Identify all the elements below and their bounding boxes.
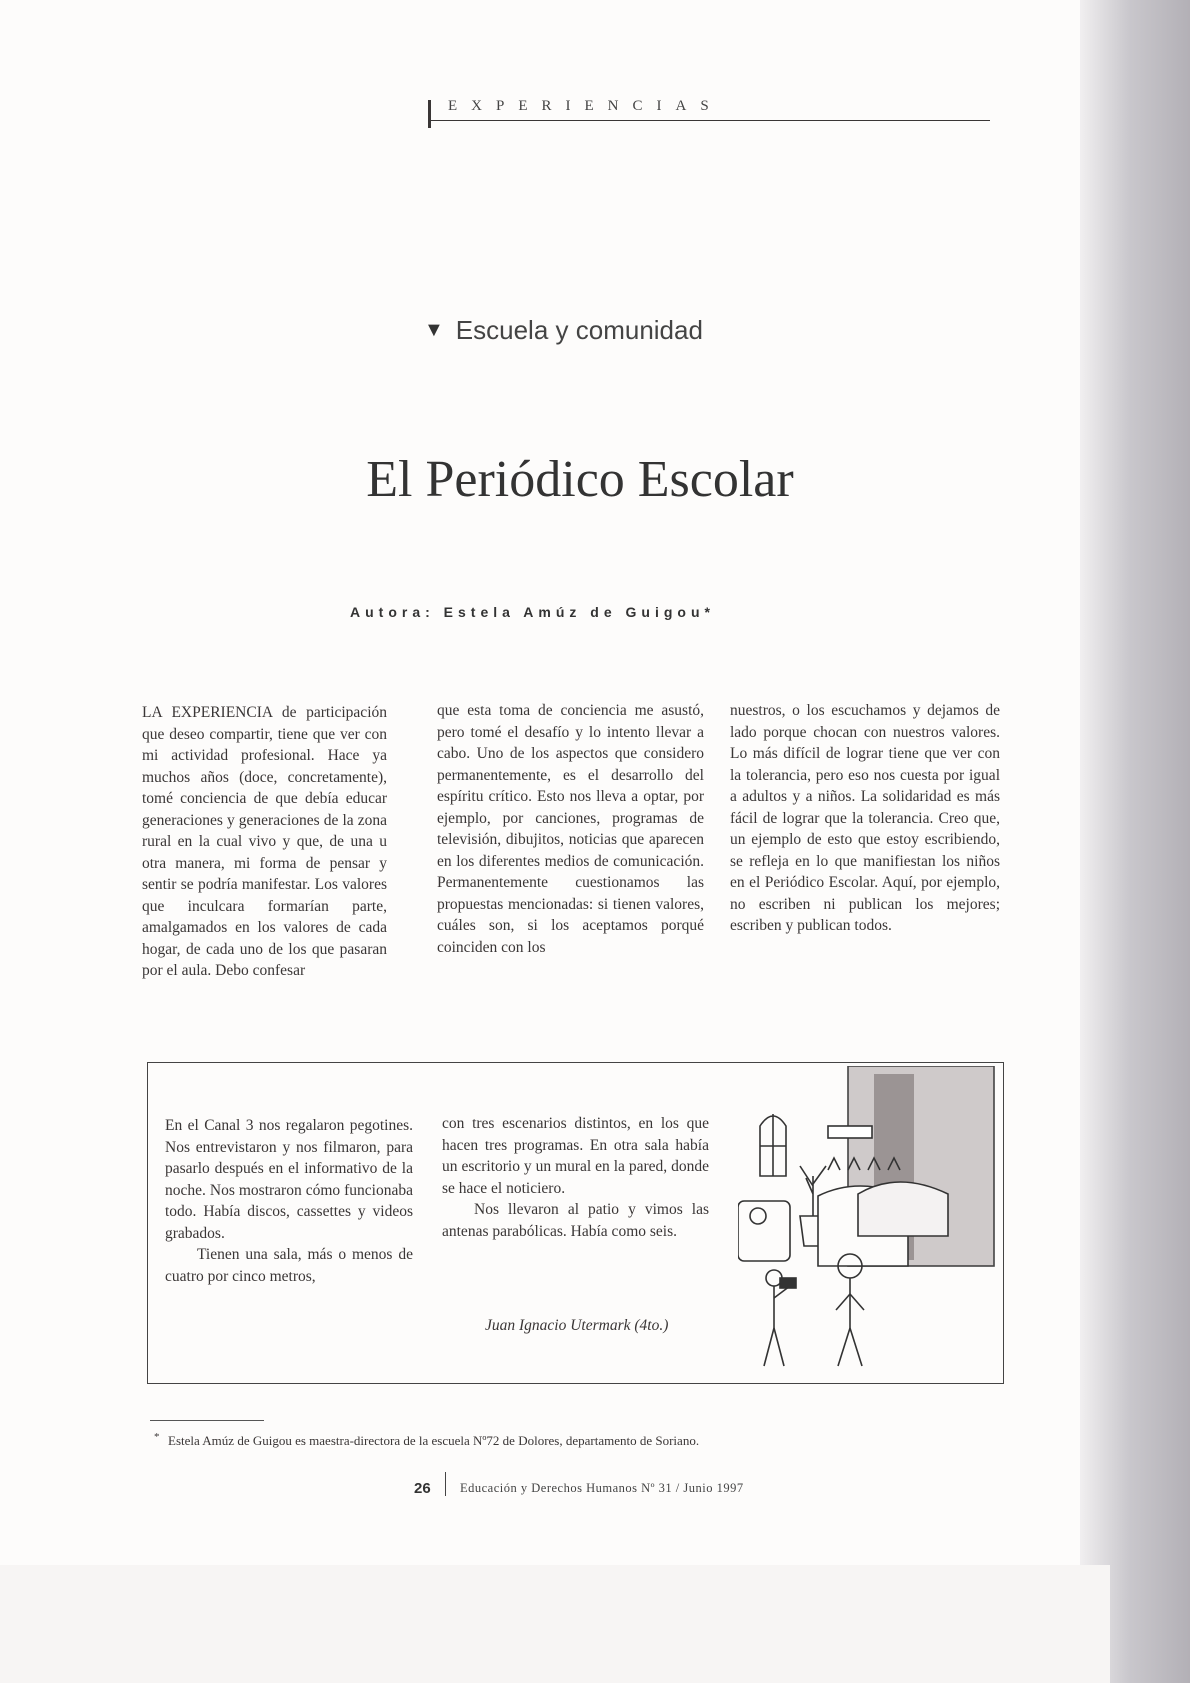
box-column-1	[165, 1115, 413, 1287]
student-signature: Juan Ignacio Utermark (4to.)	[485, 1317, 669, 1334]
child-drawing	[738, 1066, 998, 1378]
footnote-mark: *	[154, 1431, 160, 1443]
journal-citation: Educación y Derechos Humanos Nº 31 / Junio 1997	[460, 1481, 744, 1495]
box-paragraph: Nos llevaron al patio y vimos las antenas parabólicas. Había como seis.	[442, 1201, 709, 1240]
page-number: 26	[414, 1480, 431, 1497]
box-column-2	[442, 1113, 709, 1242]
triangle-down-icon: ▼	[424, 319, 444, 341]
box-paragraph: En el Canal 3 nos regalaron pegotines. Nos entrevistaron y nos filmaron, para pasarlo después en el informativo de la noche. Nos mostraron cómo funcionaba todo. Había discos, cassettes y videos grabados.	[165, 1117, 413, 1242]
footnote	[154, 1431, 988, 1449]
section-header-bar	[428, 100, 431, 128]
footnote-text: Estela Amúz de Guigou es maestra-directora de la escuela Nº72 de Dolores, departamento de Soriano.	[168, 1433, 700, 1448]
kicker	[424, 315, 804, 346]
box-paragraph: con tres escenarios distintos, en los que hacen tres programas. En otra sala había un escritorio y un mural en la pared, donde se hace el noticiero.	[442, 1115, 709, 1197]
footnote-rule	[150, 1420, 264, 1421]
box-paragraph: Tienen una sala, más o menos de cuatro por cinco metros,	[165, 1246, 413, 1285]
body-column-1: LA EXPERIENCIA de participación que deseo compartir, tiene que ver con mi actividad profesional. Hace ya muchos años (doce, concretamente), tomé conciencia de que debía educar generaciones y generaciones de la zona rural en la cual vivo y que, de una u otra manera, mi forma de pensar y sentir se podría manifestar. Los valores que inculcara formarían parte, amalgamados en los valores de cada hogar, de cada uno de los que pasaran por el aula. Debo confesar	[142, 704, 387, 979]
page-edge-shadow	[1080, 0, 1190, 1683]
kicker-text: Escuela y comunidad	[455, 315, 703, 345]
footer-divider	[445, 1472, 446, 1496]
page-bottom-margin	[0, 1565, 1110, 1683]
body-column-3: nuestros, o los escuchamos y dejamos de lado porque chocan con nuestros valores. Lo más difícil de lograr tiene que ver con la tolerancia, pero eso nos cuesta por igual a adultos y a niños. La solidaridad es más fácil de lograr que la tolerancia. Creo que, un ejemplo de esto que estoy escribiendo, se refleja en lo que manifiestan los niños en el Periódico Escolar. Aquí, por ejemplo, no escriben ni publican los mejores; escriben y publican todos.	[730, 702, 1000, 934]
body-column-2: que esta toma de conciencia me asustó, pero tomé el desafío y lo intento llevar a cabo. Uno de los aspectos que considero permanentemente, es el desarrollo del espíritu crítico. Esto nos lleva a optar, por ejemplo, por canciones, programas de televisión, dibujitos, noticias que aparecen en los diferentes medios de comunicación. Permanentemente cuestionamos las propuestas mencionadas: si tienen valores, cuáles son, si los aceptamos porqué coinciden con los	[437, 702, 704, 956]
section-header: EXPERIENCIAS	[448, 98, 723, 114]
article-author: Autora: Estela Amúz de Guigou*	[350, 604, 715, 620]
article-title: El Periódico Escolar	[366, 451, 794, 508]
